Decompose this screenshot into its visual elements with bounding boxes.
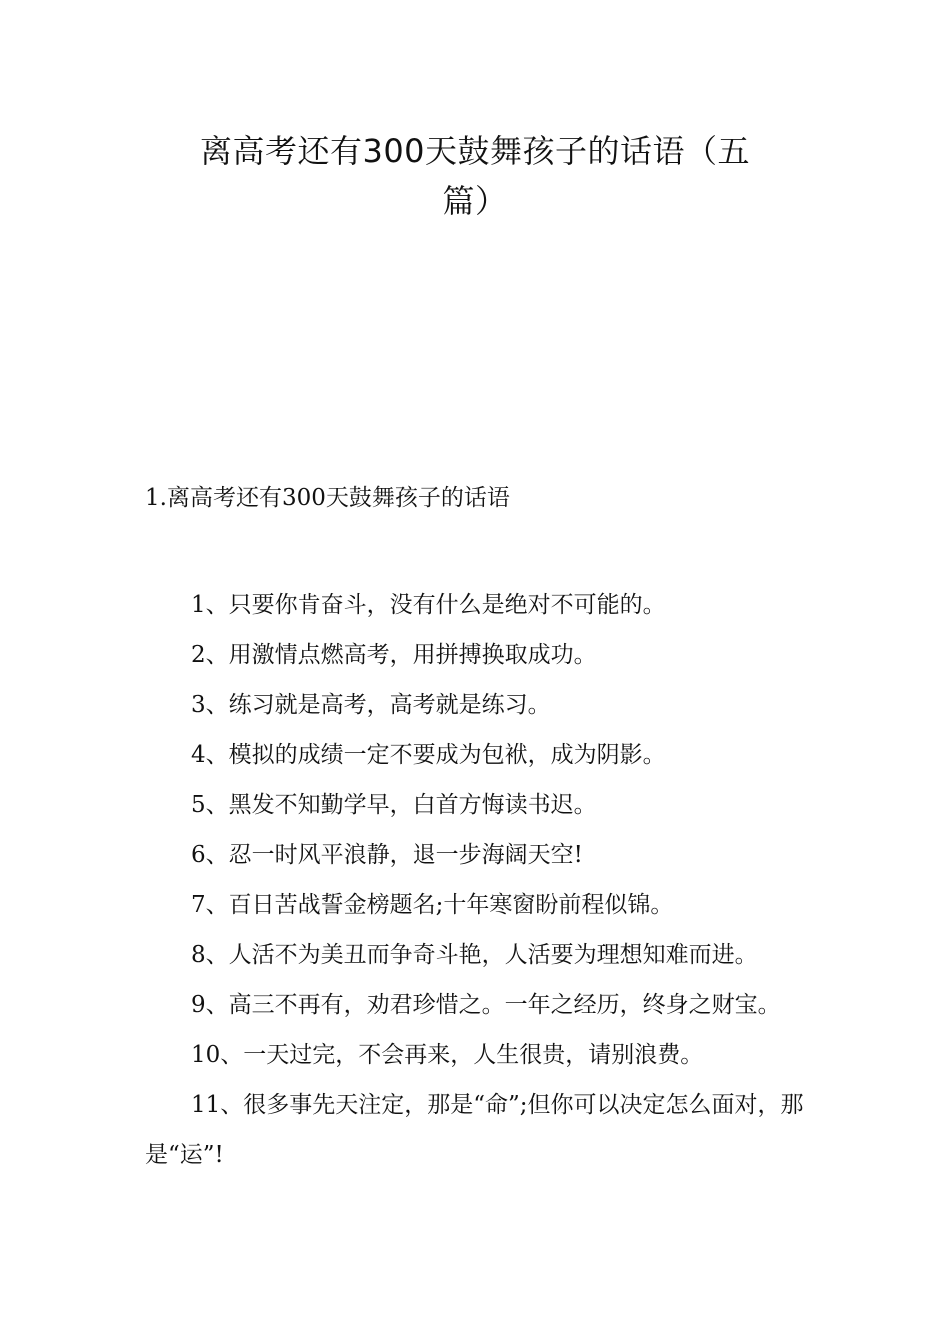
list-item: 9、高三不再有，劝君珍惜之。一年之经历，终身之财宝。 [191, 992, 781, 1018]
list-item: 6、忍一时风平浪静，退一步海阔天空! [191, 842, 583, 868]
list-item: 7、百日苦战誓金榜题名;十年寒窗盼前程似锦。 [191, 892, 674, 918]
list-item: 10、一天过完，不会再来，人生很贵，请别浪费。 [191, 1042, 704, 1068]
list-item: 2、用激情点燃高考，用拼搏换取成功。 [191, 642, 597, 668]
list-item: 5、黑发不知勤学早，白首方悔读书迟。 [191, 792, 597, 818]
list-item: 3、练习就是高考，高考就是练习。 [191, 692, 551, 718]
title-line-1: 离高考还有300天鼓舞孩子的话语（五 [199, 132, 751, 170]
quote-list [145, 580, 815, 1180]
list-item: 8、人活不为美丑而争奇斗艳，人活要为理想知难而进。 [191, 942, 758, 968]
title-line-2: 篇） [442, 182, 508, 220]
section-heading: 1.离高考还有300天鼓舞孩子的话语 [145, 485, 510, 511]
list-item: 11、很多事先天注定，那是“命”;但你可以决定怎么面对，那是“运”! [145, 1092, 804, 1168]
document-title [150, 126, 800, 226]
list-item: 1、只要你肯奋斗，没有什么是绝对不可能的。 [191, 592, 666, 618]
list-item: 4、模拟的成绩一定不要成为包袱，成为阴影。 [191, 742, 666, 768]
